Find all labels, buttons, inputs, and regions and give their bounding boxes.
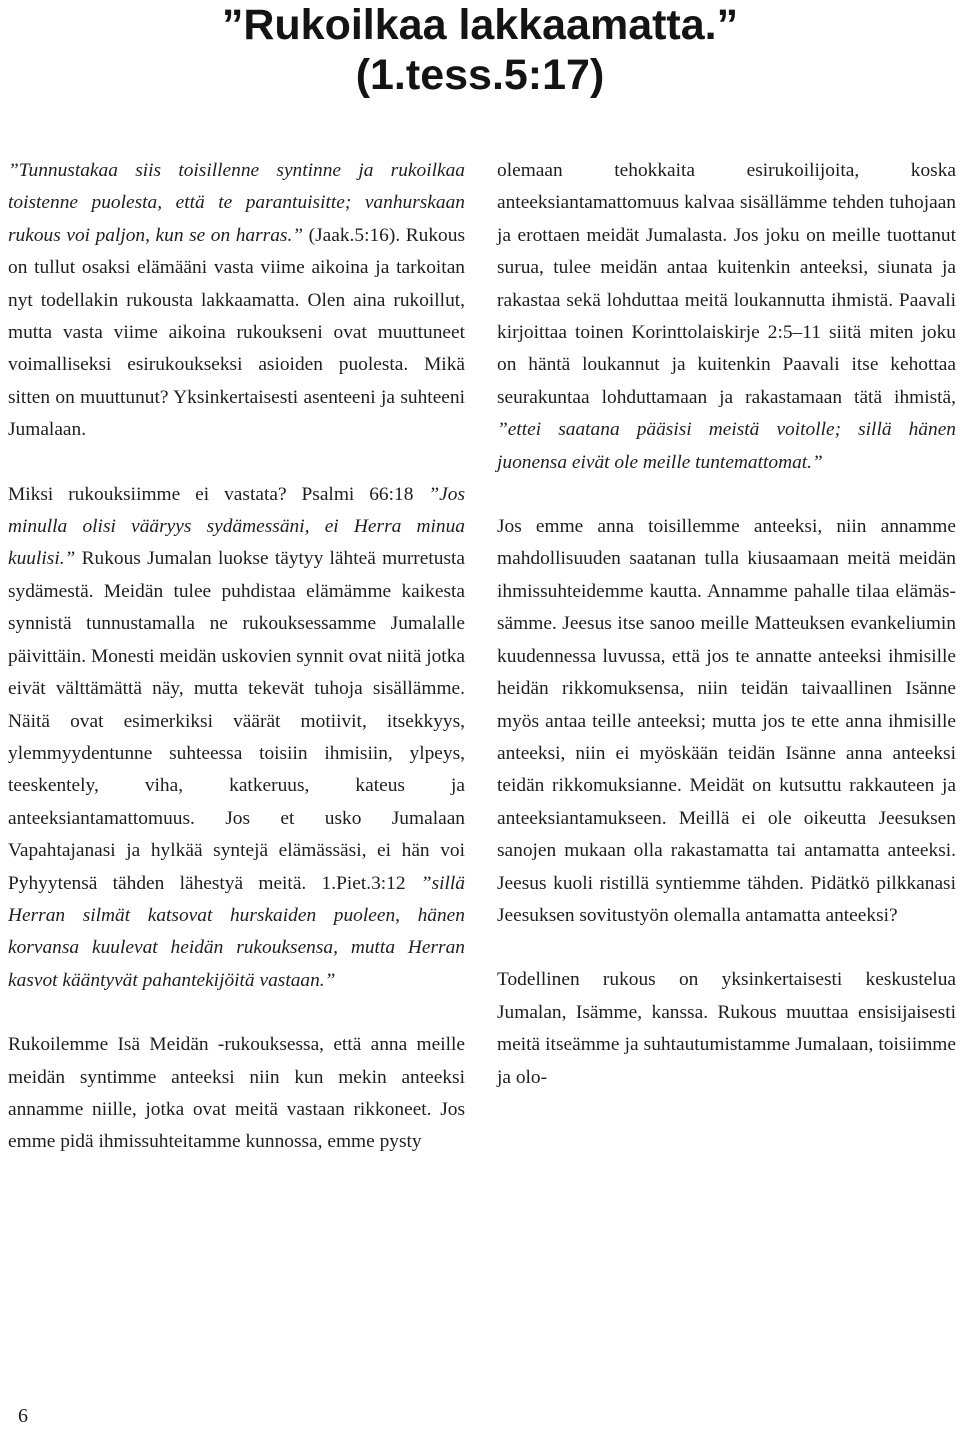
- right-column: [497, 155, 956, 1094]
- paragraph-text: Todellinen rukous on yksinkertaisesti keskustelua Jumalan, Isämme, kanssa. Rukous muuttaa ensisijaisesti meitä itseämme ja suhtautumistamme Jumalaan, toisiimme ja olo-: [497, 969, 956, 1088]
- page-number: 6: [18, 1405, 28, 1427]
- bible-quote: ”ettei saatana pääsisi meistä voitolle; sillä hänen juonensa eivät ole meille tuntemattomat.”: [497, 419, 956, 473]
- paragraph-text: Miksi rukouksiimme ei vastata? Psalmi 66:18: [8, 483, 429, 505]
- paragraph-text: Rukous Jumalan luokse täytyy lähteä murretusta sydämestä. Meidän tulee puhdistaa elämämme kaikesta synnistä tunnustamalla ne rukouksessamme Jumalalle päivittäin. Monesti meidän uskovien synnit ovat niitä jotka eivät välttämättä näy, mutta tekevät tuhoja sisällämme. Näitä ovat esimerkiksi väärät motiivit, itsekkyys, ylemmyydentunne suhteessa toisiin ihmisiin, ylpeys, teeskentely, viha, katkeruus, kateus ja anteeksiantamattomuus. Jos et usko Jumalaan Vapahtajanasi ja hylkää syntejä elämässäsi, ei hän voi Pyhyytensä tähden lähestyä meitä. 1.Piet.3:12: [8, 548, 465, 894]
- paragraph-text: (Jaak.5:16). Rukous on tullut osaksi elämääni vasta viime aikoina ja tarkoitan nyt todellakin rukousta lakkaamatta. Olen aina rukoillut, mutta vasta viime aikoina rukoukseni ovat muuttuneet voimalliseksi esirukoukseksi asioiden puolesta. Mikä sitten on muuttunut? Yksinkertaisesti asenteeni ja suhteeni Jumalaan.: [8, 224, 465, 441]
- bible-quote: ”Tunnustakaa siis toisillenne syntinne ja rukoilkaa toistenne puolesta, että te parantuisitte; vanhurskaan rukous voi paljon, kun se on harras.”: [8, 160, 465, 246]
- paragraph-2: [8, 479, 465, 998]
- left-column: [8, 155, 465, 1159]
- paragraph-text: olemaan tehokkaita esirukoilijoita, koska anteeksiantamattomuus kalvaa sisällämme tehden tuhojaan ja erottaen meidät Jumalasta. Jos joku on meille tuottanut surua, tulee meidän antaa kuitenkin anteeksi, siunata ja rakastaa sekä lohduttaa meitä loukannutta ihmistä. Paavali kirjoittaa toinen Korinttolaiskirje 2:5–11 siitä miten joku on häntä loukannut ja kuitenkin Paavali itse kehottaa seurakuntaa lohduttamaan ja rakastamaan tätä ihmistä,: [497, 160, 956, 408]
- title-line-1: ”Rukoilkaa lakkaamatta.”: [221, 1, 739, 49]
- paragraph-text: Jos emme anna toisillemme anteeksi, niin annamme mahdollisuuden saatanan tulla kiusaamaan meitä meidän ihmissuhteidemme kautta. Annamme pahalle tilaa elämässämme. Jeesus itse sanoo meille Matteuksen evankeliumin kuudennessa luvussa, että jos te annatte anteeksi ihmisille heidän rikkomuksensa, niin teidän taivaallinen Isänne myös antaa teille anteeksi; mutta jos te ette anna ihmisille anteeksi, niin ei myöskään teidän Isänne anna anteeksi teidän rikkomuksianne. Meidät on kutsuttu rakkauteen ja anteeksiantamukseen. Meillä ei ole oikeutta Jeesuksen sanojen mukaan olla rakastamatta tai antamatta anteeksi. Jeesus kuoli ristillä syntiemme tähden. Pidätkö pilkkanasi Jeesuksen sovitustyön olemalla antamatta anteeksi?: [497, 516, 956, 926]
- paragraph-1: [8, 155, 465, 447]
- paragraph-5: [497, 511, 956, 932]
- title-line-2: (1.tess.5:17): [355, 51, 605, 99]
- paragraph-6: [497, 964, 956, 1094]
- paragraph-text: Rukoilemme Isä Meidän -rukouksessa, että anna meille meidän syntimme anteeksi niin kun mekin anteeksi annamme niille, jotka ovat meitä vastaan rikkoneet. Jos emme pidä ihmissuhteitamme kunnossa, emme pysty: [8, 1034, 465, 1153]
- paragraph-4: [497, 155, 956, 479]
- bible-quote: ”sillä Herran silmät katsovat hurskaiden puoleen, hänen korvansa kuulevat heidän rukouksensa, mutta Herran kasvot kääntyvät pahantekijöitä vastaan.”: [8, 872, 465, 991]
- paragraph-3: [8, 1029, 465, 1159]
- page-title: [0, 0, 960, 100]
- bible-quote: ”Jos minulla olisi vääryys sydämessäni, ei Herra minua kuulisi.”: [8, 483, 465, 570]
